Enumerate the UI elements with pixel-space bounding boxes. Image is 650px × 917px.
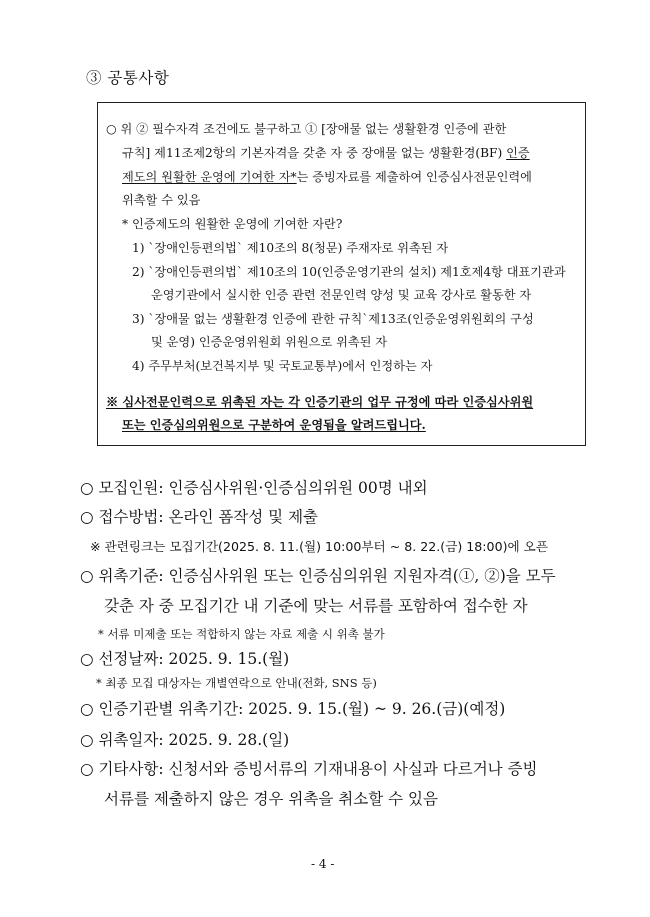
appointment-date: ○ 위촉일자: 2025. 9. 28.(일) [80, 731, 290, 749]
criteria-line-2: 갖춘 자 중 모집기간 내 기준에 맞는 서류를 포함하여 접수한 자 [104, 597, 528, 615]
box-line-2 [122, 144, 530, 161]
other-line-2: 서류를 제출하지 않은 경우 위촉을 취소할 수 있음 [104, 790, 438, 808]
box-warning-1: ※ 심사전문인력으로 위촉된 자는 각 인증기관의 업무 규정에 따라 인증심사위원 [106, 395, 534, 409]
criteria-line-1: ○ 위촉기준: 인증심사위원 또는 인증심의위원 지원자격(①, ②)을 모두 [80, 567, 556, 585]
box-item-1: 1) `장애인등편의법` 제10조의 8(청문) 주재자로 위촉된 자 [132, 241, 449, 255]
recruit-count: ○ 모집인원: 인증심사위원·인증심의위원 00명 내외 [80, 479, 428, 497]
box-item-2a: 2) `장애인등편의법` 제10조의 10(인증운영기관의 설치) 제1호제4항 대표기관과 [132, 265, 566, 279]
box-item-4: 4) 주무부처(보건복지부 및 국토교통부)에서 인정하는 자 [132, 359, 433, 373]
page-number: - 4 - [311, 857, 335, 871]
criteria-note: * 서류 미제출 또는 적합하지 않는 자료 제출 시 위촉 불가 [98, 627, 385, 641]
box-line-1: ○ 위 ② 필수자격 조건에도 불구하고 ① [장애물 없는 생활환경 인증에 관한 [106, 122, 507, 136]
box-line-3-underlined: 제도의 원활한 운영에 기여한 자* [122, 170, 297, 184]
application-method: ○ 접수방법: 온라인 폼작성 및 제출 [80, 508, 319, 526]
section-heading: ③ 공통사항 [86, 69, 170, 87]
appointment-period: ○ 인증기관별 위촉기간: 2025. 9. 15.(월) ~ 9. 26.(금)(예정) [80, 700, 506, 718]
box-item-3b: 및 운영) 인증운영위원회 위원으로 위촉된 자 [151, 335, 388, 349]
box-item-3a: 3) `장애물 없는 생활환경 인증에 관한 규칙`제13조(인증운영위원회의 구성 [132, 312, 534, 326]
box-item-2b: 운영기관에서 실시한 인증 관련 전문인력 양성 및 교육 강사로 활동한 자 [151, 288, 532, 302]
other-line-1: ○ 기타사항: 신청서와 증빙서류의 기재내용이 사실과 다르거나 증빙 [80, 760, 538, 778]
box-line-3-text: 는 증빙자료를 제출하여 인증심사전문인력에 [296, 170, 532, 184]
box-line-4: 위촉할 수 있음 [122, 193, 201, 207]
box-line-2-text: 규칙] 제11조제2항의 기본자격을 갖춘 자 중 장애물 없는 생활환경(BF) [122, 146, 507, 160]
box-note: * 인증제도의 원활한 운영에 기여한 자란? [122, 217, 343, 231]
link-note: ※ 관련링크는 모집기간(2025. 8. 11.(월) 10:00부터 ~ 8. 22.(금) 18:00)에 오픈 [90, 539, 548, 554]
box-line-2-underlined: 인증 [506, 146, 530, 160]
selection-note: * 최종 모집 대상자는 개별연락으로 안내(전화, SNS 등) [96, 676, 377, 690]
box-warning-2: 또는 인증심의위원으로 구분하여 운영됨을 알려드립니다. [122, 418, 426, 432]
box-line-3 [122, 168, 532, 185]
selection-date: ○ 선정날짜: 2025. 9. 15.(월) [80, 650, 290, 668]
